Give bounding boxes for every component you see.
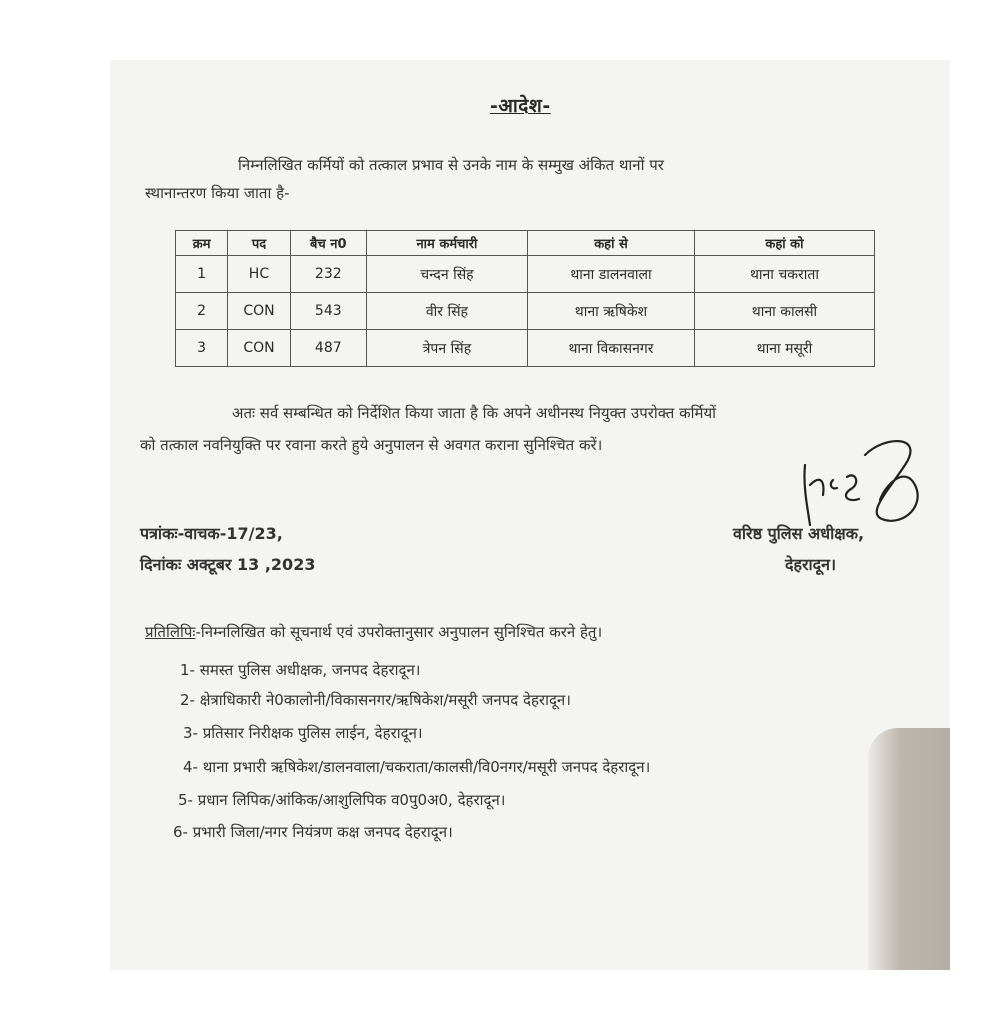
photo-shadow — [868, 728, 950, 970]
cell-serial: 1 — [176, 256, 228, 293]
cell-name: वीर सिंह — [366, 293, 527, 330]
table-header-row — [176, 231, 875, 256]
list-item: 3- प्रतिसार निरीक्षक पुलिस लाईन, देहरादून। — [183, 724, 423, 742]
cell-post: HC — [228, 256, 290, 293]
list-item: 1- समस्त पुलिस अधीक्षक, जनपद देहरादून। — [180, 661, 421, 679]
table-row — [176, 256, 875, 293]
body-line-1: अतः सर्व सम्बन्धित को निर्देशित किया जाता है कि अपने अधीनस्थ नियुक्त उपरोक्त कर्मियों — [232, 404, 717, 422]
signature-icon — [785, 425, 935, 535]
signatory-title: वरिष्ठ पुलिस अधीक्षक, — [733, 524, 865, 543]
cell-to: थाना कालसी — [694, 293, 874, 330]
cell-post: CON — [228, 330, 290, 367]
intro-line-2: स्थानान्तरण किया जाता है- — [145, 184, 290, 202]
intro-line-1: निम्नलिखित कर्मियों को तत्काल प्रभाव से उनके नाम के सम्मुख अंकित थानों पर — [238, 156, 664, 174]
cell-batch: 543 — [290, 293, 366, 330]
cell-post: CON — [228, 293, 290, 330]
col-header-from: कहां से — [527, 231, 694, 256]
order-title: -आदेश- — [490, 95, 551, 117]
list-item: 5- प्रधान लिपिक/आंकिक/आशुलिपिक व0पु0अ0, देहरादून। — [178, 791, 506, 809]
body-line-2: को तत्काल नवनियुक्ति पर रवाना करते हुये अनुपालन से अवगत कराना सुनिश्चित करें। — [140, 436, 603, 454]
cell-batch: 487 — [290, 330, 366, 367]
copy-label: प्रतिलिपिः — [145, 623, 196, 641]
col-header-batch: बैच न0 — [290, 231, 366, 256]
cell-to: थाना चकराता — [694, 256, 874, 293]
copy-heading — [145, 622, 602, 642]
list-item: 2- क्षेत्राधिकारी ने0कालोनी/विकासनगर/ऋषिकेश/मसूरी जनपद देहरादून। — [180, 691, 571, 709]
cell-from: थाना ऋषिकेश — [527, 293, 694, 330]
list-item: 6- प्रभारी जिला/नगर नियंत्रण कक्ष जनपद देहरादून। — [173, 823, 453, 841]
table-row — [176, 293, 875, 330]
table-row — [176, 330, 875, 367]
cell-serial: 2 — [176, 293, 228, 330]
cell-batch: 232 — [290, 256, 366, 293]
list-item: 4- थाना प्रभारी ऋषिकेश/डालनवाला/चकराता/कालसी/वि0नगर/मसूरी जनपद देहरादून। — [183, 758, 651, 776]
signatory-place: देहरादून। — [785, 555, 837, 574]
cell-from: थाना डालनवाला — [527, 256, 694, 293]
cell-to: थाना मसूरी — [694, 330, 874, 367]
copy-text: -निम्नलिखित को सूचनार्थ एवं उपरोक्तानुसार अनुपालन सुनिश्चित करने हेतु। — [195, 623, 603, 641]
cell-name: चन्दन सिंह — [366, 256, 527, 293]
cell-name: त्रेपन सिंह — [366, 330, 527, 367]
cell-serial: 3 — [176, 330, 228, 367]
reference-number: पत्रांकः-वाचक-17/23, — [140, 524, 283, 543]
cell-from: थाना विकासनगर — [527, 330, 694, 367]
transfer-table — [175, 230, 875, 367]
col-header-serial: क्रम — [176, 231, 228, 256]
col-header-post: पद — [228, 231, 290, 256]
order-date: दिनांकः अक्टूबर 13 ,2023 — [140, 555, 316, 574]
col-header-to: कहां को — [694, 231, 874, 256]
col-header-name: नाम कर्मचारी — [366, 231, 527, 256]
